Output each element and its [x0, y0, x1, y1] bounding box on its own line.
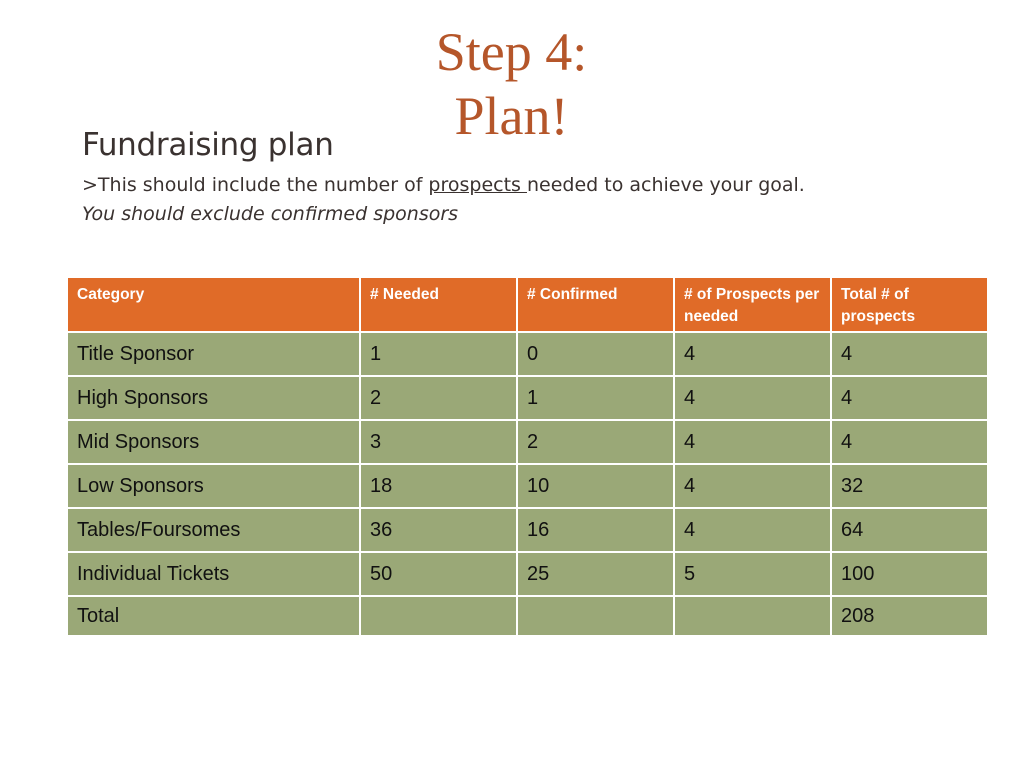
- cell-prospects-per-needed: 4: [674, 420, 831, 464]
- instruction-line: [82, 174, 805, 196]
- cell-category: Total: [67, 596, 360, 636]
- cell-needed: 3: [360, 420, 517, 464]
- slide-title-line-2: Plan!: [454, 86, 569, 146]
- cell-needed: 50: [360, 552, 517, 596]
- slide-title-line-1: Step 4:: [435, 22, 588, 82]
- cell-prospects-per-needed: 4: [674, 376, 831, 420]
- table-row: [67, 552, 988, 596]
- header-needed: # Needed: [360, 278, 517, 332]
- instruction-suffix: needed to achieve your goal.: [526, 174, 805, 196]
- cell-category: Tables/Foursomes: [67, 508, 360, 552]
- cell-category: Mid Sponsors: [67, 420, 360, 464]
- cell-needed: 36: [360, 508, 517, 552]
- table-total-row: [67, 596, 988, 636]
- cell-total-prospects: 100: [831, 552, 988, 596]
- cell-confirmed: 0: [517, 332, 674, 376]
- cell-category: Title Sponsor: [67, 332, 360, 376]
- fundraising-plan-table: [66, 278, 989, 637]
- table-row: [67, 376, 988, 420]
- cell-prospects-per-needed: [674, 596, 831, 636]
- cell-prospects-per-needed: 5: [674, 552, 831, 596]
- cell-needed: 1: [360, 332, 517, 376]
- cell-confirmed: 16: [517, 508, 674, 552]
- cell-needed: 2: [360, 376, 517, 420]
- cell-confirmed: 25: [517, 552, 674, 596]
- table-row: [67, 464, 988, 508]
- table-row: [67, 332, 988, 376]
- cell-confirmed: 2: [517, 420, 674, 464]
- cell-prospects-per-needed: 4: [674, 508, 831, 552]
- cell-category: Low Sponsors: [67, 464, 360, 508]
- header-total-prospects: Total # of prospects: [831, 278, 988, 332]
- table-row: [67, 508, 988, 552]
- table-header-row: [67, 278, 988, 332]
- cell-total-prospects: 4: [831, 420, 988, 464]
- cell-needed: 18: [360, 464, 517, 508]
- cell-needed: [360, 596, 517, 636]
- header-category: Category: [67, 278, 360, 332]
- cell-category: Individual Tickets: [67, 552, 360, 596]
- cell-total-prospects: 4: [831, 376, 988, 420]
- cell-total-prospects: 4: [831, 332, 988, 376]
- prospects-link-text: prospects: [428, 174, 527, 196]
- header-confirmed: # Confirmed: [517, 278, 674, 332]
- cell-category: High Sponsors: [67, 376, 360, 420]
- cell-confirmed: [517, 596, 674, 636]
- cell-confirmed: 10: [517, 464, 674, 508]
- cell-confirmed: 1: [517, 376, 674, 420]
- cell-total-prospects: 32: [831, 464, 988, 508]
- section-heading: Fundraising plan: [82, 127, 334, 163]
- cell-total-prospects: 208: [831, 596, 988, 636]
- cell-prospects-per-needed: 4: [674, 332, 831, 376]
- cell-prospects-per-needed: 4: [674, 464, 831, 508]
- exclusion-note: You should exclude confirmed sponsors: [82, 203, 459, 225]
- header-prospects-per-needed: # of Prospects per needed: [674, 278, 831, 332]
- instruction-prefix: >This should include the number of: [82, 174, 429, 196]
- table-row: [67, 420, 988, 464]
- cell-total-prospects: 64: [831, 508, 988, 552]
